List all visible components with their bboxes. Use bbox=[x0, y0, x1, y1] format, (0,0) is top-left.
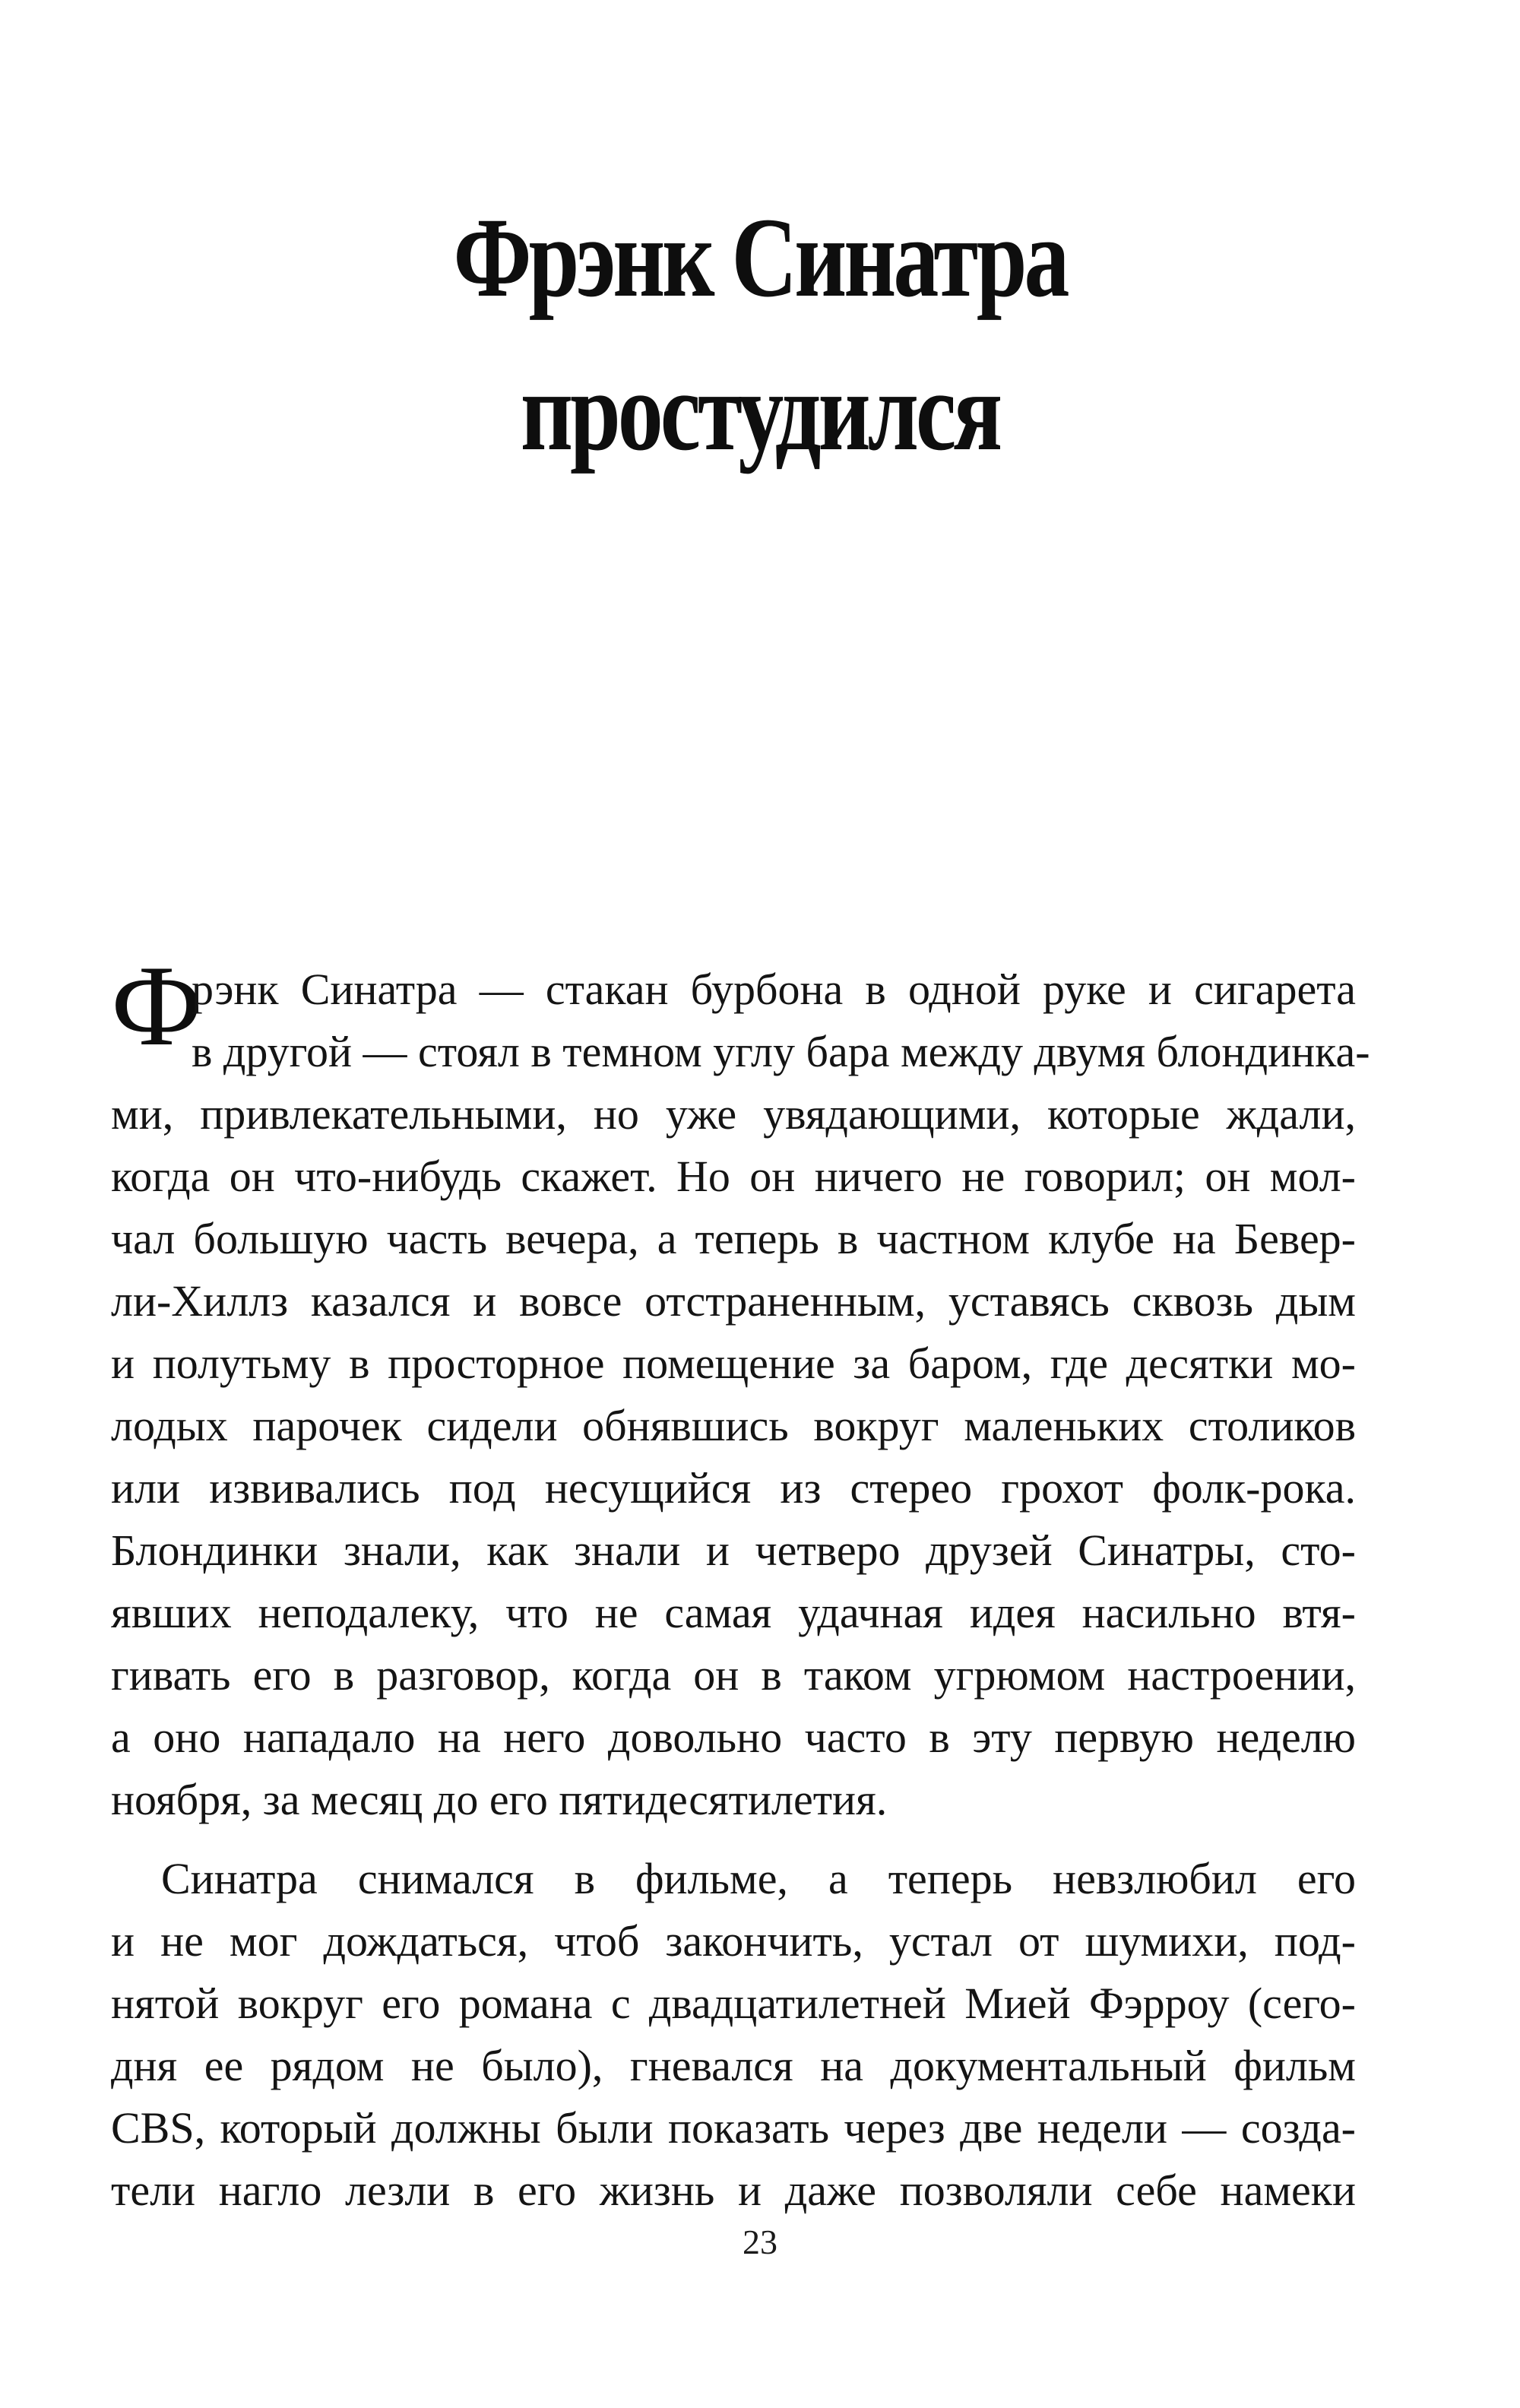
chapter-title bbox=[334, 181, 1186, 488]
text-line: ноября, за месяц до его пятидесятилетия. bbox=[111, 1775, 888, 1824]
chapter-title-line-1: Фрэнк Синатра bbox=[453, 195, 1067, 321]
text-line: нятой вокруг его романа с двадцатилетней Мией Фэрроу (сего- bbox=[111, 1979, 1356, 2028]
text-line: лодых парочек сидели обнявшись вокруг маленьких столиков bbox=[111, 1401, 1356, 1450]
text-line: рэнк Синатра — стакан бурбона в одной руке и сигарета bbox=[192, 965, 1356, 1014]
paragraph-2 bbox=[111, 1848, 1356, 2222]
text-line: или извивались под несущийся из стерео грохот фолк-рока. bbox=[111, 1463, 1356, 1513]
text-line: CBS, который должны были показать через две недели — созда- bbox=[111, 2103, 1356, 2153]
text-line: чал большую часть вечера, а теперь в частном клубе на Бевер- bbox=[111, 1214, 1356, 1263]
body-text bbox=[111, 958, 1370, 2222]
text-line: тели нагло лезли в его жизнь и даже позволяли себе намеки bbox=[111, 2166, 1356, 2215]
text-line: когда он что-нибудь скажет. Но он ничего не говорил; он мол- bbox=[111, 1152, 1356, 1201]
text-line: ли-Хиллз казался и вовсе отстраненным, уставясь сквозь дым bbox=[111, 1276, 1356, 1326]
drop-cap: Ф bbox=[111, 942, 203, 1069]
text-line: дня ее рядом не было), гневался на документальный фильм bbox=[111, 2041, 1356, 2090]
text-line: а оно нападало на него довольно часто в эту первую неделю bbox=[111, 1713, 1356, 1762]
text-line: ми, привлекательными, но уже увядающими, которые ждали, bbox=[111, 1089, 1356, 1139]
text-line: Блондинки знали, как знали и четверо друзей Синатры, сто- bbox=[111, 1526, 1356, 1575]
paragraph-1 bbox=[111, 958, 1370, 1831]
text-line: явших неподалеку, что не самая удачная идея насильно втя- bbox=[111, 1588, 1356, 1637]
text-line: гивать его в разговор, когда он в таком угрюмом настроении, bbox=[111, 1650, 1356, 1700]
chapter-title-line-2: простудился bbox=[520, 348, 1000, 474]
text-line: Синатра снимался в фильме, а теперь невзлюбил его bbox=[161, 1854, 1356, 1903]
paragraph-gap bbox=[111, 1831, 1356, 1848]
text-line: и полутьму в просторное помещение за баром, где десятки мо- bbox=[111, 1339, 1356, 1388]
text-line: в другой — стоял в темном углу бара между двумя блондинка- bbox=[192, 1027, 1370, 1076]
page-number: 23 bbox=[743, 2223, 777, 2261]
text-line: и не мог дождаться, чтоб закончить, устал от шумихи, под- bbox=[111, 1916, 1356, 1966]
